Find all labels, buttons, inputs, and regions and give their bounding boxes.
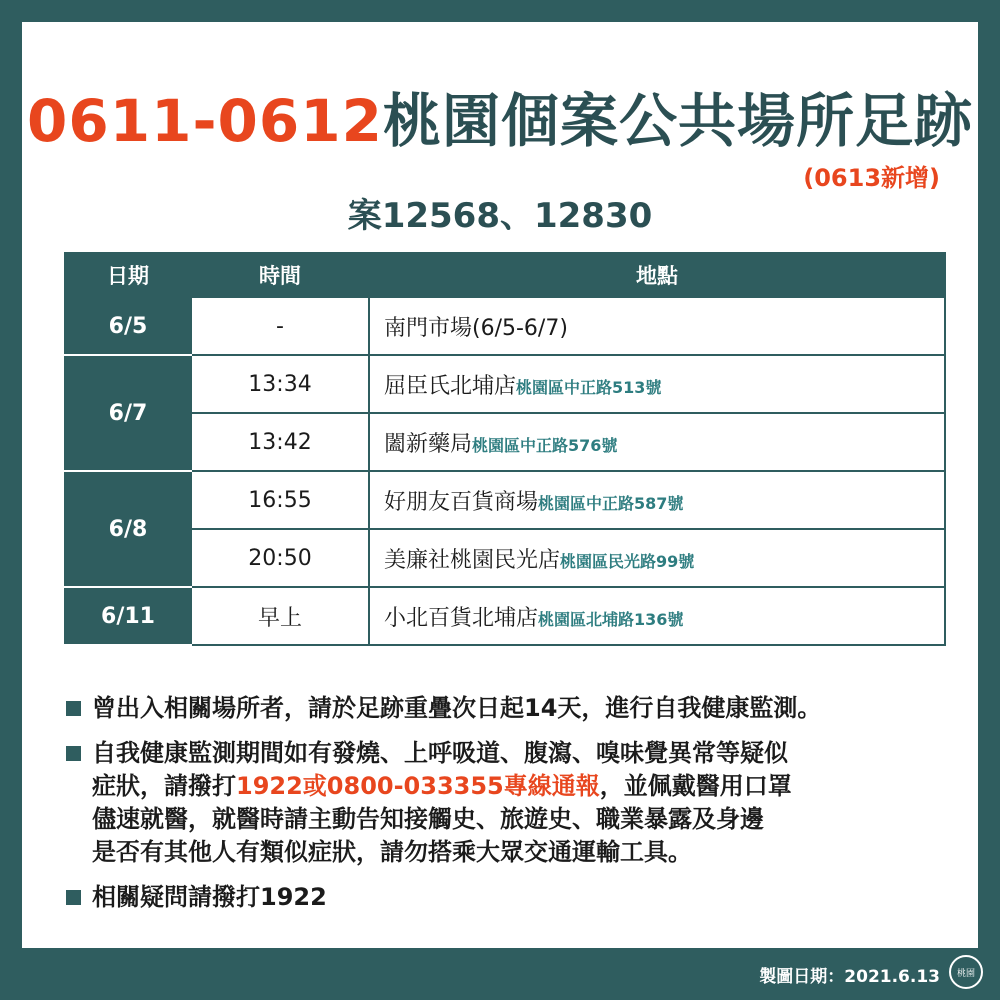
header-time: 時間: [191, 253, 369, 297]
seal-text: 桃園: [956, 968, 975, 979]
header-place: 地點: [369, 253, 945, 297]
table-row: [65, 471, 945, 529]
page-title: [0, 74, 1000, 158]
date-cell: 6/5: [65, 297, 191, 355]
note-text: 症狀，請撥打: [92, 772, 236, 800]
title-text: 桃園個案公共場所足跡: [382, 87, 973, 155]
note-monitoring: [64, 692, 964, 725]
place-address: 桃園區中正路587號: [538, 493, 684, 513]
place-address: 桃園區中正路513號: [516, 377, 662, 397]
place-name: 南門市場(6/5-6/7): [384, 315, 568, 341]
taoyuan-seal-icon: [949, 955, 983, 989]
note-line: [92, 770, 964, 803]
note-symptoms: [64, 737, 964, 869]
time-cell: -: [191, 297, 369, 355]
note-line: 儘速就醫，就醫時請主動告知接觸史、旅遊史、職業暴露及身邊: [92, 805, 764, 833]
table-row: [65, 297, 945, 355]
added-note: (0613新增): [803, 164, 940, 192]
square-bullet-icon: [66, 746, 81, 761]
time-cell: 20:50: [191, 529, 369, 587]
place-name: 小北百貨北埔店: [384, 605, 539, 631]
time-cell: 13:42: [191, 413, 369, 471]
note-text: 曾出入相關場所者，請於足跡重疊次日起14天，進行自我健康監測。: [92, 694, 822, 722]
table-row: [65, 587, 945, 645]
place-cell: [369, 413, 945, 471]
place-cell: [369, 529, 945, 587]
date-cell: 6/8: [65, 471, 191, 587]
place-cell: [369, 355, 945, 413]
place-address: 桃園區民光路99號: [560, 551, 695, 571]
table-header-row: [65, 253, 945, 297]
place-address: 桃園區北埔路136號: [538, 609, 684, 629]
note-text: ，並佩戴醫用口罩: [599, 772, 792, 800]
note-text: 相關疑問請撥打1922: [92, 883, 327, 911]
time-cell: 13:34: [191, 355, 369, 413]
place-name: 美廉社桃園民光店: [384, 547, 561, 573]
square-bullet-icon: [66, 701, 81, 716]
place-cell: [369, 297, 945, 355]
note-inquiry: [64, 881, 964, 914]
note-line: 自我健康監測期間如有發燒、上呼吸道、腹瀉、嗅味覺異常等疑似: [92, 739, 788, 767]
time-cell: 16:55: [191, 471, 369, 529]
place-address: 桃園區中正路576號: [472, 435, 618, 455]
date-cell: 6/11: [65, 587, 191, 645]
table-row: [65, 529, 945, 587]
place-cell: [369, 587, 945, 645]
hotline-numbers: 1922或0800-033355專線通報: [236, 772, 600, 800]
header-date: 日期: [65, 253, 191, 297]
title-date-range: 0611-0612: [27, 87, 383, 155]
made-date: 製圖日期：2021.6.13: [759, 967, 940, 987]
case-numbers: 案12568、12830: [347, 196, 653, 236]
notes-section: [64, 692, 964, 926]
note-line: 是否有其他人有類似症狀，請勿搭乘大眾交通運輸工具。: [92, 838, 692, 866]
table-row: [65, 355, 945, 413]
date-cell: 6/7: [65, 355, 191, 471]
place-name: 好朋友百貨商場: [384, 489, 539, 515]
footprint-table: [64, 252, 946, 646]
time-cell: 早上: [191, 587, 369, 645]
table-row: [65, 413, 945, 471]
place-cell: [369, 471, 945, 529]
place-name: 屈臣氏北埔店: [384, 373, 517, 399]
square-bullet-icon: [66, 890, 81, 905]
place-name: 闔新藥局: [384, 431, 473, 457]
